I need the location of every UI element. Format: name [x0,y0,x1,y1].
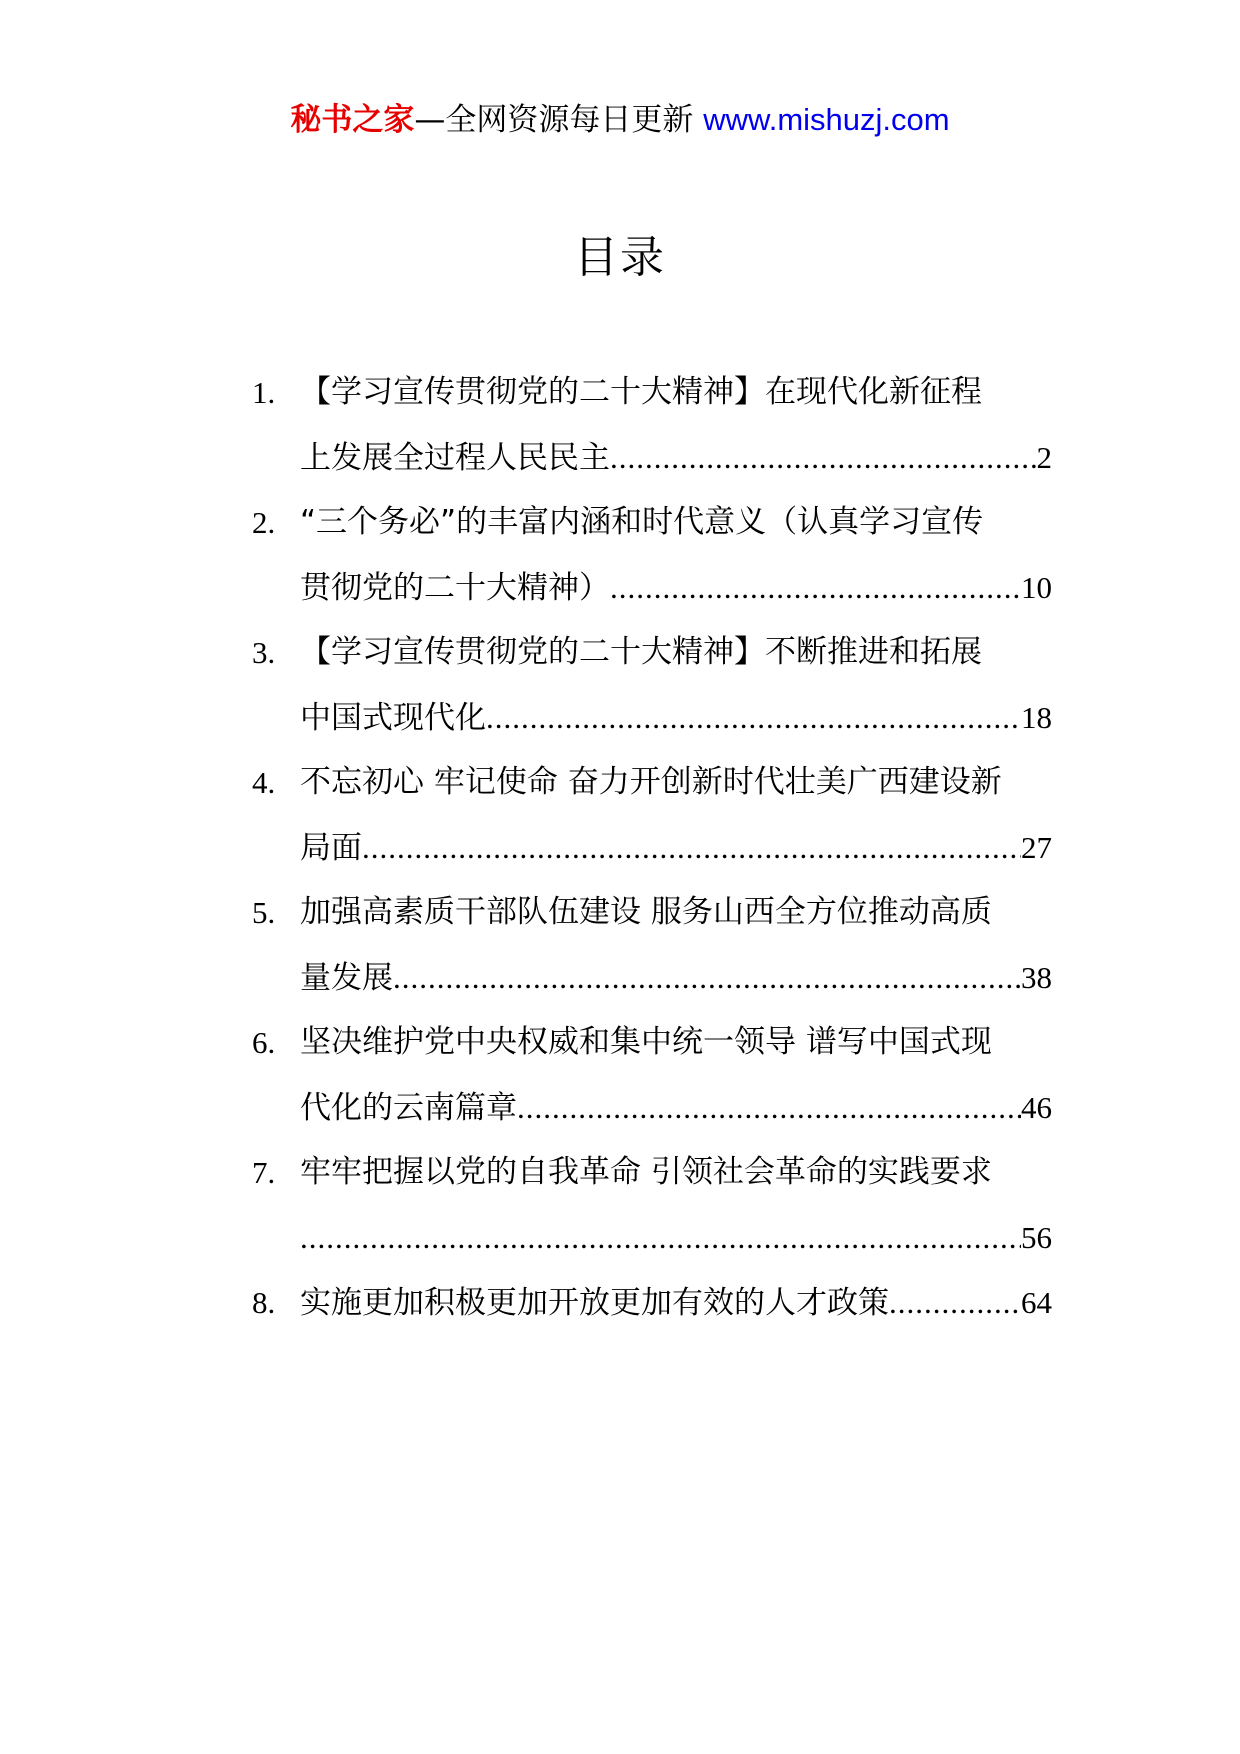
dot-leader [300,1205,1021,1270]
toc-entry-title-line2: 贯彻党的二十大精神） [300,570,610,606]
toc-entry-title-line1: 【学习宣传贯彻党的二十大精神】在现代化新征程 [300,374,982,410]
toc-entry-title-line2: 局面 [300,830,362,866]
toc-entry-page: 64 [1021,1285,1052,1320]
toc-entry-title-line1: “三个务必”的丰富内涵和时代意义（认真学习宣传 [300,504,984,540]
toc-entry-last-line [300,1075,1052,1140]
toc-entry-number: 1. [252,375,276,410]
toc-entry-last-line [300,685,1052,750]
toc-entry-3[interactable] [252,620,1052,750]
toc-entry-5[interactable] [252,880,1052,1010]
toc-entry-title-line2: 中国式现代化 [300,700,486,736]
toc-entry-page: 10 [1021,570,1052,605]
toc-entry-number: 4. [252,765,276,800]
dot-leader [393,945,1021,1010]
dot-leader [517,1075,1021,1140]
toc-entry-last-line [300,1205,1052,1270]
site-url-link[interactable]: www.mishuzj.com [703,102,950,137]
dot-leader [362,815,1021,880]
toc-entry-title-line1: 不忘初心 牢记使命 奋力开创新时代壮美广西建设新 [300,764,1002,800]
toc-entry-number: 6. [252,1025,276,1060]
toc-entry-page: 18 [1021,700,1052,735]
toc-entry-last-line [300,555,1052,620]
toc-entry-page: 27 [1021,830,1052,865]
dot-leader [610,555,1021,620]
toc-entry-number: 7. [252,1155,276,1190]
toc-entry-6[interactable] [252,1010,1052,1140]
toc-entry-last-line [300,815,1052,880]
toc-entry-2[interactable] [252,490,1052,620]
toc-entry-title-line1: 坚决维护党中央权威和集中统一领导 谱写中国式现 [300,1024,992,1060]
dot-leader [889,1270,1021,1335]
site-header [0,98,1240,142]
toc-entry-number: 5. [252,895,276,930]
toc-entry-page: 46 [1021,1090,1052,1125]
toc-entry-number: 2. [252,505,276,540]
toc-entry-last-line [300,945,1052,1010]
toc-entry-4[interactable] [252,750,1052,880]
dot-leader [486,685,1021,750]
toc-entry-title-line2: 代化的云南篇章 [300,1090,517,1126]
brand-name: 秘书之家 [290,102,415,138]
toc-entry-7[interactable] [252,1140,1052,1270]
toc-entry-8[interactable] [252,1270,1052,1335]
toc-entry-number: 8. [252,1285,276,1320]
toc-entry-title-line1: 牢牢把握以党的自我革命 引领社会革命的实践要求 [300,1154,992,1190]
dot-leader [610,425,1037,490]
tagline: —全网资源每日更新 [414,102,704,138]
toc-entry-title-line2: 实施更加积极更加开放更加有效的人才政策 [300,1285,889,1321]
toc-entry-page: 38 [1021,960,1052,995]
page-title: 目录 [574,232,666,283]
toc-entry-page: 56 [1021,1220,1052,1255]
toc-entry-title-line2: 量发展 [300,960,393,996]
toc-entry-1[interactable] [252,360,1052,490]
table-of-contents [252,360,1052,1335]
toc-entry-title-line1: 加强高素质干部队伍建设 服务山西全方位推动高质 [300,894,992,930]
toc-entry-page: 2 [1036,440,1052,475]
toc-entry-number: 3. [252,635,276,670]
toc-entry-title-line1: 【学习宣传贯彻党的二十大精神】不断推进和拓展 [300,634,982,670]
toc-entry-last-line [300,1270,1052,1335]
toc-entry-title-line2: 上发展全过程人民民主 [300,440,610,476]
toc-entry-last-line [300,425,1052,490]
